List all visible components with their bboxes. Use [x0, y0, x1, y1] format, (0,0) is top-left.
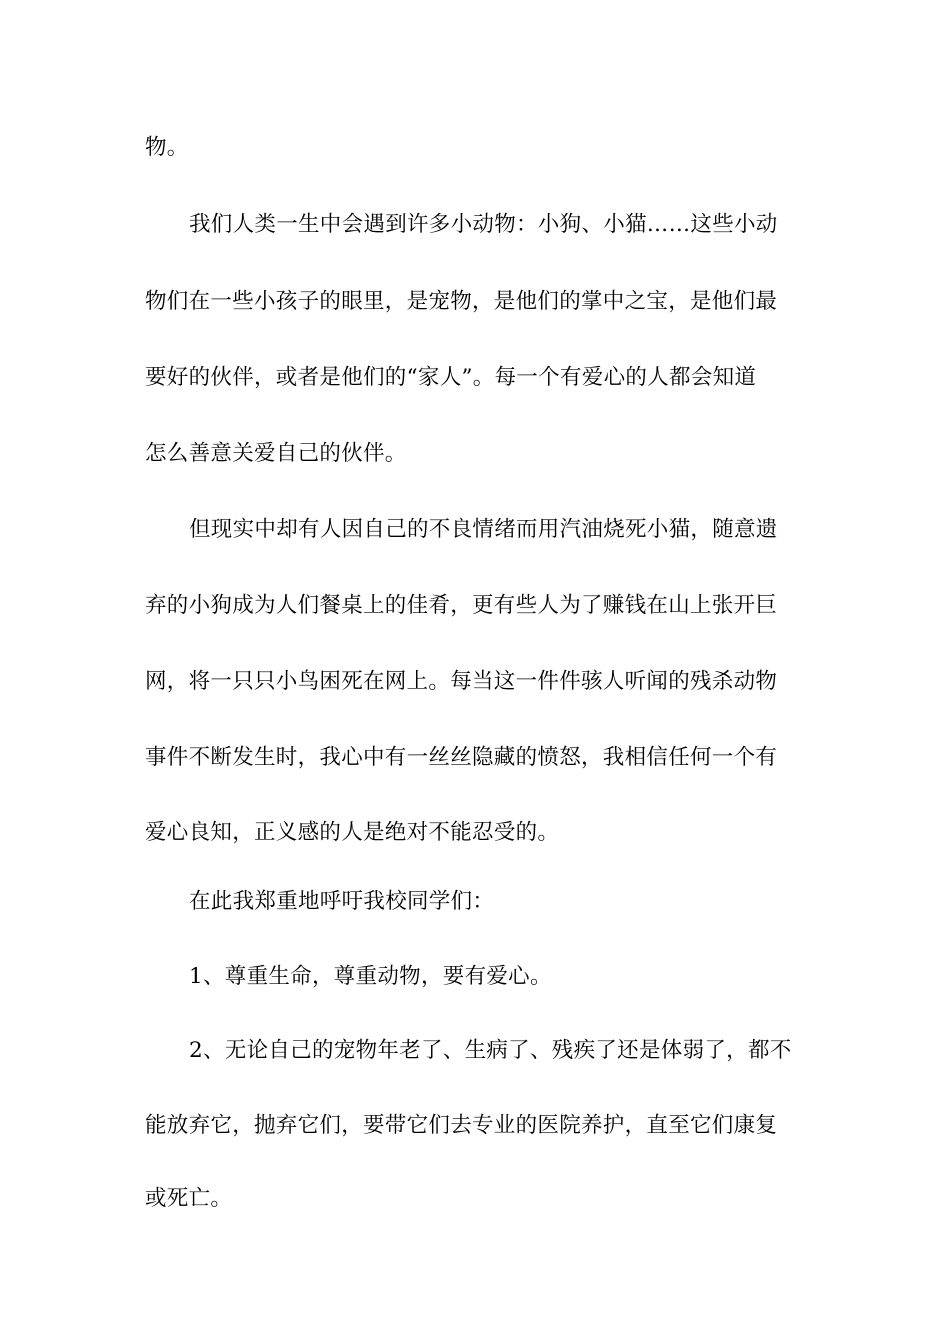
text-line-7: 弃的小狗成为人们餐桌上的佳肴，更有些人为了赚钱在山上张开巨 — [145, 593, 778, 618]
text-line-8: 网，将一只只小鸟困死在网上。每当这一件件骇人听闻的残杀动物 — [145, 669, 778, 694]
text-line-13: 2、无论自己的宠物年老了、生病了、残疾了还是体弱了，都不 — [189, 1038, 792, 1063]
text-line-10: 爱心良知，正义感的人是绝对不能忍受的。 — [145, 820, 560, 845]
text-line-2: 我们人类一生中会遇到许多小动物：小狗、小猫……这些小动 — [189, 212, 778, 237]
text-line-15: 或死亡。 — [145, 1186, 233, 1211]
text-line-9: 事件不断发生时，我心中有一丝丝隐藏的愤怒，我相信任何一个有 — [145, 745, 778, 770]
text-line-14: 能放弃它，抛弃它们，要带它们去专业的医院养护，直至它们康复 — [145, 1113, 778, 1138]
text-line-6: 但现实中却有人因自己的不良情绪而用汽油烧死小猫，随意遗 — [189, 517, 778, 542]
text-line-4: 要好的伙伴，或者是他们的“家人”。每一个有爱心的人都会知道 — [145, 365, 757, 390]
text-line-3: 物们在一些小孩子的眼里，是宠物，是他们的掌中之宝，是他们最 — [145, 289, 778, 314]
text-line-11: 在此我郑重地呼吁我校同学们： — [189, 889, 495, 914]
text-line-12: 1、尊重生命，尊重动物，要有爱心。 — [189, 964, 552, 989]
text-line-1: 物。 — [145, 135, 189, 160]
text-line-5: 怎么善意关爱自己的伙伴。 — [145, 441, 407, 466]
